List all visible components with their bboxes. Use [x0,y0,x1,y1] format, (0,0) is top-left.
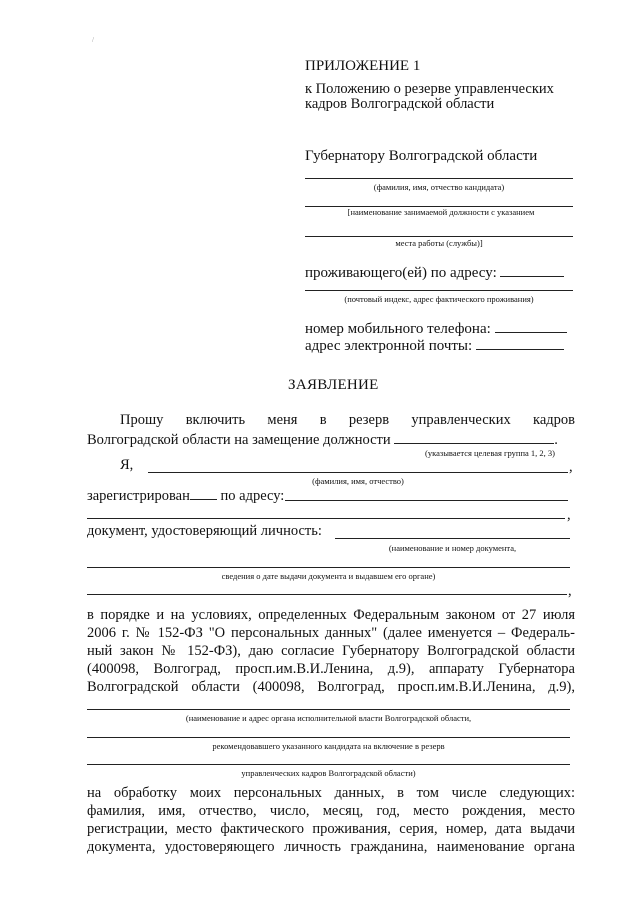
registered-blank [190,485,217,500]
hint-workplace: места работы (службы)] [395,238,483,248]
consent-line4: (400098, Волгоград, просп.им.В.И.Ленина, д.9), аппарату Губернатора [87,661,575,677]
workplace-line [305,236,573,237]
recommending-org-line2 [87,737,570,738]
data-list-line4: документа, удостоверяющего личность гражданина, наименование органа [87,839,575,855]
registered-text: зарегистрирован [87,488,190,504]
hint-target-group: (указывается целевая группа 1, 2, 3) [425,448,555,458]
residing-blank [500,262,564,277]
hint-position: [наименование занимаемой должности с указанием [347,207,535,217]
hint-recommending-org1: (наименование и адрес органа исполнительной власти Волгоградской области, [185,713,472,723]
position-blank [394,429,554,444]
hint-id-document: (наименование и номер документа, [388,543,517,553]
email-label [305,335,564,355]
id-document-line3 [87,594,567,595]
data-list-line2: фамилия, имя, отчество, число, месяц, год, место рождения, место [87,803,575,819]
residing-text: проживающего(ей) по адресу: [305,265,497,281]
id-document-label: документ, удостоверяющий личность: [87,523,322,539]
recommending-org-line3 [87,764,570,765]
registered-label [87,485,284,505]
mobile-text: номер мобильного телефона: [305,321,491,337]
address-comma: , [567,507,571,523]
fio-comma: , [569,459,573,475]
address-line [305,290,573,291]
request-line2 [87,429,558,449]
hint-address: (почтовый индекс, адрес фактического проживания) [344,294,534,304]
hint-candidate-fio: (фамилия, имя, отчество кандидата) [373,182,505,192]
addressee-governor: Губернатору Волгоградской области [305,148,538,164]
applicant-fio-line [148,472,568,473]
hint-recommending-org2: рекомендовавшего указанного кандидата на включение в резерв [212,741,445,751]
hint-id-document-issue: сведения о дате выдачи документа и выдавшем его органе) [221,571,436,581]
statement-title: ЗАЯВЛЕНИЕ [288,377,379,393]
recommending-org-line1 [87,709,570,710]
candidate-fio-line [305,178,573,179]
consent-line5: Волгоградской области (400098, Волгоград, просп.им.В.И.Ленина, д.9), [87,679,575,695]
appendix-reference-line2: кадров Волгоградской области [305,96,495,112]
request-line1: Прошу включить меня в резерв управленческих кадров [120,412,575,428]
email-text: адрес электронной почты: [305,338,473,354]
consent-line3: ный закон № 152-ФЗ), даю согласие Губернатору Волгоградской области [87,643,575,659]
data-list-line3: регистрации, место фактического проживания, серия, номер, дата выдачи [87,821,575,837]
residing-label [305,262,564,282]
id-document-line2 [87,567,570,568]
registration-address-line2 [87,518,565,519]
id-document-line [335,538,570,539]
request-period: . [554,432,558,448]
appendix-reference-line1: к Положению о резерве управленческих [305,81,554,97]
email-blank [476,335,564,350]
i-label: Я, [120,457,134,473]
hint-recommending-org3: управленческих кадров Волгоградской области) [241,768,416,778]
at-address-text: по адресу: [220,488,285,504]
data-list-line1: на обработку моих персональных данных, в том числе следующих: [87,785,575,801]
scan-mark: / [92,36,94,44]
consent-line1: в порядке и на условиях, определенных Федеральным законом от 27 июля [87,607,575,623]
request-line2-text: Волгоградской области на замещение должности [87,432,391,448]
appendix-heading: ПРИЛОЖЕНИЕ 1 [305,58,421,74]
registration-address-line [285,500,568,501]
consent-line2: 2006 г. № 152-ФЗ "О персональных данных" (далее именуется – Федераль- [87,625,575,641]
document-comma: , [568,583,572,599]
hint-applicant-fio: (фамилия, имя, отчество) [312,476,404,486]
mobile-blank [495,318,567,333]
